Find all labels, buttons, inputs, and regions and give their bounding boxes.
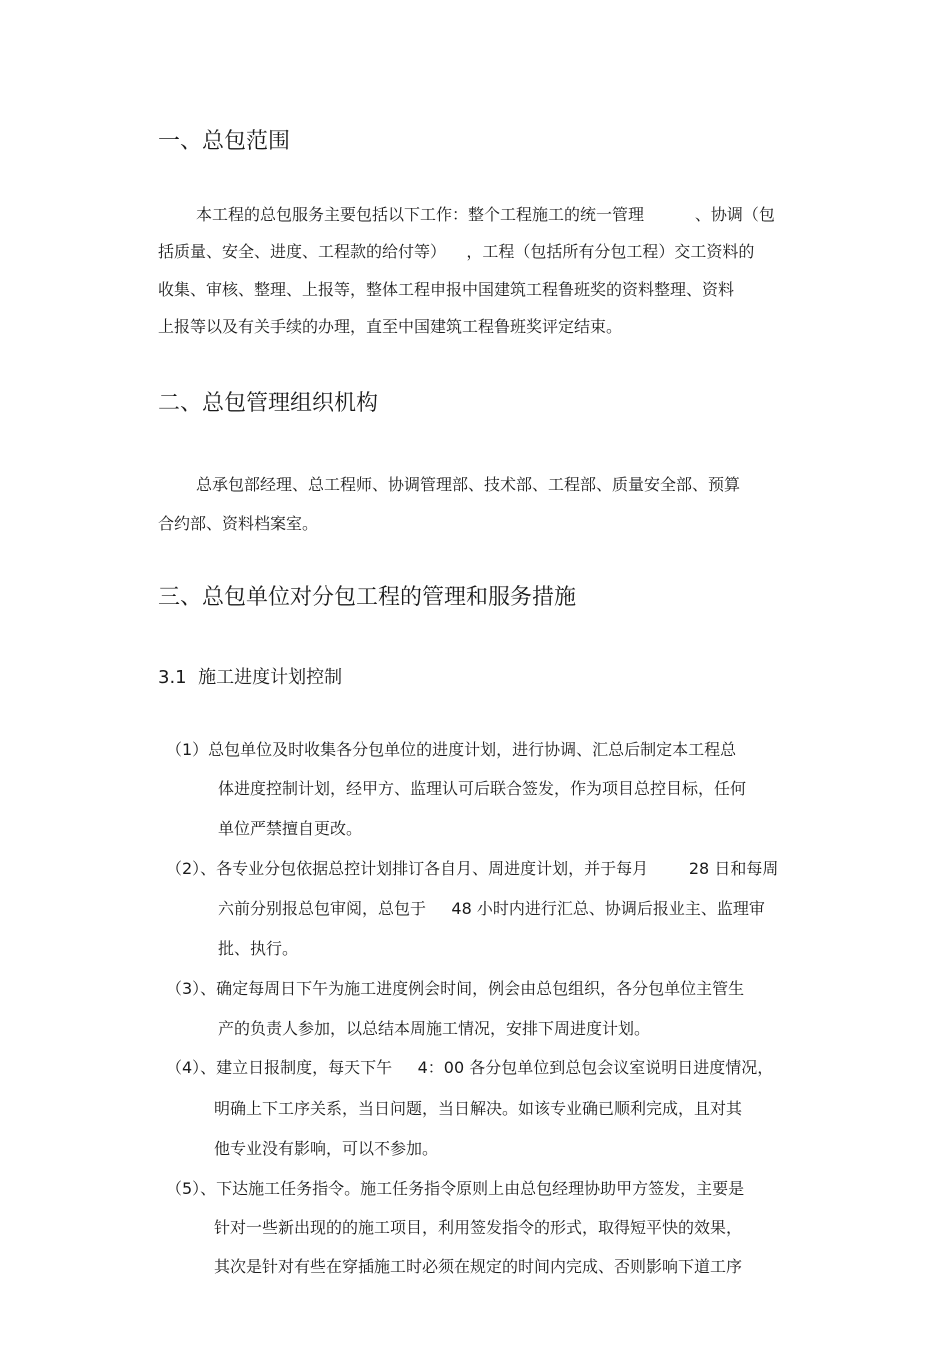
list-item-line: 体进度控制计划，经甲方、监理认可后联合签发，作为项目总控目标，任何 (218, 779, 747, 798)
paragraph-line: 总承包部经理、总工程师、协调管理部、技术部、工程部、质量安全部、预算 (196, 475, 741, 494)
list-item-line: 产的负责人参加，以总结本周施工情况，安排下周进度计划。 (218, 1019, 651, 1038)
paragraph-line: 括质量、安全、进度、工程款的给付等） ，工程（包括所有分包工程）交工资料的 (158, 242, 755, 261)
paragraph-line: 上报等以及有关手续的办理，直至中国建筑工程鲁班奖评定结束。 (158, 317, 623, 336)
list-item-line: 单位严禁擅自更改。 (218, 819, 363, 838)
list-item-line: （2）、各专业分包依据总控计划排订各自月、周进度计划，并于每月 28 日和每周 (166, 859, 779, 878)
list-item-line: （4）、建立日报制度，每天下午 4：00 各分包单位到总包会议室说明日进度情况， (166, 1058, 774, 1077)
list-item-line: 明确上下工序关系，当日问题，当日解决。如该专业确已顺利完成，且对其 (214, 1099, 743, 1118)
subsection-heading: 3.1 施工进度计划控制 (158, 667, 343, 688)
list-item-line: 他专业没有影响，可以不参加。 (214, 1139, 439, 1158)
list-item-line: 其次是针对有些在穿插施工时必须在规定的时间内完成、否则影响下道工序 (214, 1257, 743, 1276)
paragraph-line: 本工程的总包服务主要包括以下工作：整个工程施工的统一管理 、协调（包 (196, 205, 775, 224)
list-item-line: 针对一些新出现的的施工项目，利用签发指令的形式，取得短平快的效果， (214, 1218, 743, 1237)
paragraph-line: 收集、审核、整理、上报等，整体工程申报中国建筑工程鲁班奖的资料整理、资料 (158, 280, 735, 299)
list-item-line: 批、执行。 (218, 939, 299, 958)
section-heading: 三、总包单位对分包工程的管理和服务措施 (158, 585, 577, 610)
list-item-line: （3）、确定每周日下午为施工进度例会时间，例会由总包组织，各分包单位主管生 (166, 979, 745, 998)
list-item-line: （5）、下达施工任务指令。施工任务指令原则上由总包经理协助甲方签发，主要是 (166, 1179, 745, 1198)
paragraph-line: 合约部、资料档案室。 (158, 514, 319, 533)
section-heading: 一、总包范围 (158, 129, 291, 154)
section-heading: 二、总包管理组织机构 (158, 391, 379, 416)
list-item-line: （1）总包单位及时收集各分包单位的进度计划，进行协调、汇总后制定本工程总 (166, 740, 737, 759)
list-item-line: 六前分别报总包审阅，总包于 48 小时内进行汇总、协调后报业主、监理审 (218, 899, 765, 918)
